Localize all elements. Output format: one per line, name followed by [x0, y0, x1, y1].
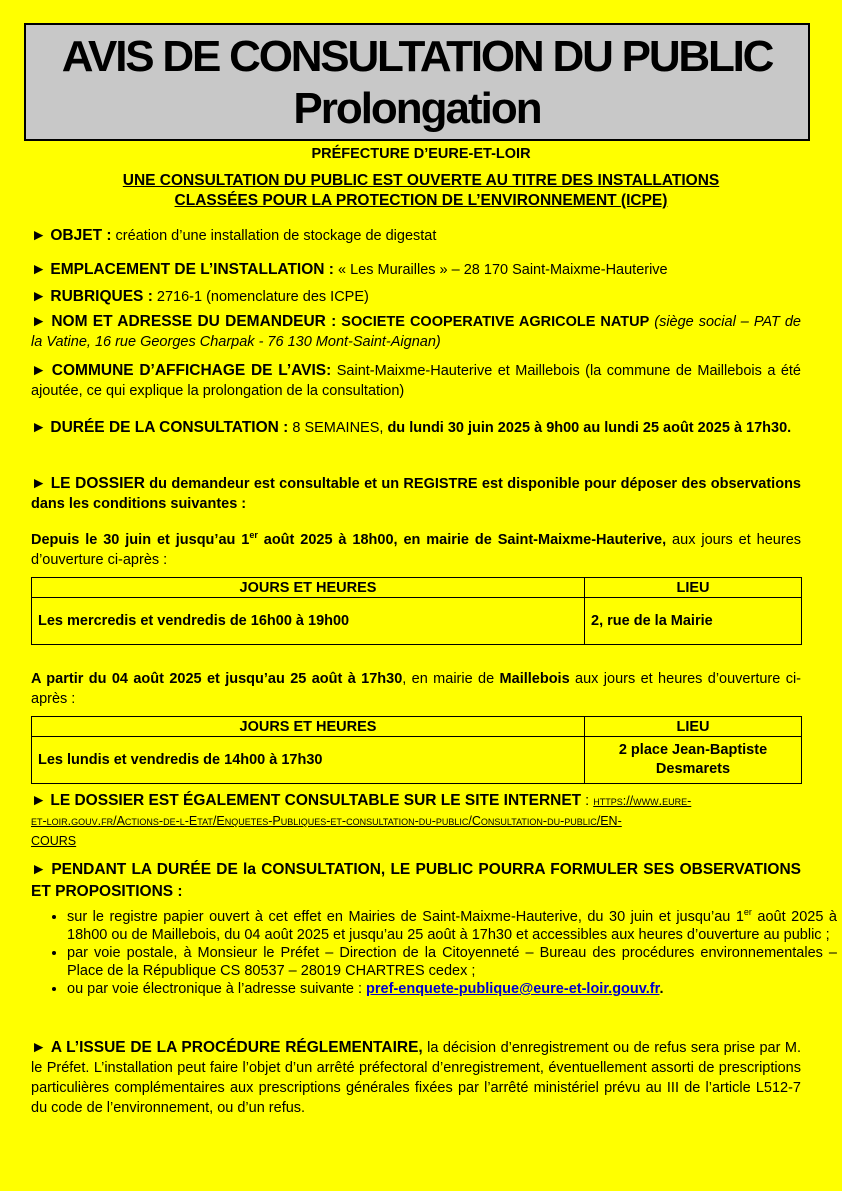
- internet-colon: :: [581, 793, 594, 809]
- notice-title: AVIS DE CONSULTATION DU PUBLIC: [61, 32, 773, 81]
- arrow-icon: ►: [31, 419, 47, 436]
- section-issue: [31, 1038, 801, 1118]
- emplacement-text: « Les Murailles » – 28 170 Saint-Maixme-Hauterive: [333, 262, 668, 278]
- arrow-icon: ►: [31, 792, 47, 809]
- rubriques-label: RUBRIQUES :: [50, 288, 153, 305]
- headline-line-2: CLASSÉES POUR LA PROTECTION DE L’ENVIRONNEMENT (ICPE): [174, 192, 668, 209]
- list-item: • sur le registre papier ouvert à cet effet en Mairies de Saint-Maixme-Hauterive, du 30 juin et jusqu’au 1er août 2025 à 18h00 ou de Maillebois, du 04 août 2025 et jusqu’au 25 août à 17h30 et accessibles aux heures d’ouverture au public ;: [67, 908, 837, 944]
- table-row-hours: Les lundis et vendredis de 14h00 à 17h30: [32, 737, 585, 784]
- period-2-dates: A partir du 04 août 2025 et jusqu’au 25 août à 17h30: [31, 671, 403, 687]
- email-link[interactable]: pref-enquete-publique@eure-et-loir.gouv.fr: [366, 981, 660, 997]
- notice-subtitle: Prolongation: [293, 84, 541, 133]
- list-item: • ou par voie électronique à l’adresse suivante : pref-enquete-publique@eure-et-loir.gouv.fr.: [67, 980, 837, 998]
- table-row-hours: Les mercredis et vendredis de 16h00 à 19h00: [32, 598, 585, 645]
- demandeur-name: SOCIETE COOPERATIVE AGRICOLE NATUP: [336, 314, 650, 330]
- arrow-icon: ►: [31, 1039, 47, 1056]
- arrow-icon: ►: [31, 261, 47, 278]
- period-1-text: aux jours et heures d’ouverture ci-après :: [31, 532, 802, 568]
- table-header-hours: JOURS ET HEURES: [32, 717, 585, 737]
- place-line-2: Desmarets: [655, 761, 731, 777]
- table-row-place: [585, 737, 802, 784]
- list-item: • par voie postale, à Monsieur le Préfet – Direction de la Citoyenneté – Bureau des procédures environnementales – Place de la République CS 80537 – 28019 CHARTRES cedex ;: [67, 944, 837, 980]
- dossier-label: LE DOSSIER: [50, 475, 145, 492]
- commune-text: Saint-Maixme-Hauterive et Maillebois (la commune de Maillebois a été ajoutée, ce qui explique la prolongation de la consultation): [31, 363, 801, 399]
- pendant-label: PENDANT LA DURÉE DE la CONSULTATION, LE PUBLIC POURRA FORMULER SES OBSERVATIONS ET PROPOSITIONS :: [31, 861, 801, 900]
- url-part-2[interactable]: et-loir.gouv.fr/Actions-de-l-Etat/Enquetes-Publiques-et-consultation-du-public/Consultation-du-public/EN-: [31, 814, 622, 828]
- section-dossier: [31, 474, 801, 514]
- period-1-sup: er: [249, 530, 258, 541]
- section-commune: [31, 361, 801, 401]
- table-row-place: 2, rue de la Mairie: [585, 598, 802, 645]
- section-demandeur: [31, 312, 801, 352]
- arrow-icon: ►: [31, 227, 47, 244]
- arrow-icon: ►: [31, 475, 47, 492]
- period-1-end: août 2025 à 18h00, en mairie de Saint-Maixme-Hauterive,: [257, 532, 667, 548]
- headline: [0, 171, 842, 211]
- observation-methods-list: [31, 908, 837, 998]
- headline-line-1: UNE CONSULTATION DU PUBLIC EST OUVERTE AU TITRE DES INSTALLATIONS: [122, 172, 720, 189]
- period-2: [31, 669, 801, 709]
- arrow-icon: ►: [31, 288, 47, 305]
- section-objet: [31, 226, 801, 246]
- rubriques-text: 2716-1 (nomenclature des ICPE): [152, 289, 369, 305]
- period-1-start: Depuis le 30 juin et jusqu’au 1: [31, 532, 250, 548]
- duree-label: DURÉE DE LA CONSULTATION :: [50, 419, 289, 436]
- period-2-text: aux jours et heures d’ouverture ci-après :: [31, 671, 801, 707]
- title-box: [24, 23, 810, 141]
- arrow-icon: ►: [31, 362, 47, 379]
- section-rubriques: [31, 287, 801, 307]
- duree-dates: du lundi 30 juin 2025 à 9h00 au lundi 25 août 2025 à 17h30.: [387, 420, 792, 436]
- issue-label: A L’ISSUE DE LA PROCÉDURE RÉGLEMENTAIRE,: [50, 1039, 423, 1056]
- demandeur-address: (siège social – PAT de la Vatine, 16 rue Georges Charpak - 76 130 Mont-Saint-Aignan): [31, 314, 801, 350]
- place-line-1: 2 place Jean-Baptiste: [618, 742, 768, 758]
- table-header-place: LIEU: [585, 578, 802, 598]
- section-internet: [31, 791, 801, 851]
- section-emplacement: [31, 260, 801, 280]
- schedule-table-2: [31, 716, 802, 784]
- prefecture-name: PRÉFECTURE D’EURE-ET-LOIR: [311, 146, 531, 162]
- period-2-town: Maillebois: [499, 671, 570, 687]
- section-duree: [31, 418, 801, 438]
- objet-text: création d’une installation de stockage de digestat: [111, 228, 437, 244]
- period-1: [31, 530, 801, 570]
- dossier-text-1: du demandeur est consultable et un: [144, 476, 404, 492]
- section-pendant: [31, 859, 801, 903]
- commune-label: COMMUNE D’AFFICHAGE DE L’AVIS:: [51, 362, 332, 379]
- arrow-icon: ►: [31, 313, 47, 330]
- internet-label: LE DOSSIER EST ÉGALEMENT CONSULTABLE SUR LE SITE INTERNET: [50, 792, 582, 809]
- dossier-text-2: est disponible pour déposer des observations dans les conditions suivantes :: [31, 476, 801, 512]
- duree-text: 8 SEMAINES,: [288, 420, 388, 436]
- issue-text: la décision d’enregistrement ou de refus sera prise par M. le Préfet. L’installation peut faire l’objet d’un arrêté préfectoral d’enregistrement, éventuellement assorti de prescriptions particulières complémentaires aux prescriptions générales fixées par l’arrêté ministériel prévu au III de l’article L512-7 du code de l’environnement, ou d’un refus.: [31, 1040, 801, 1116]
- emplacement-label: EMPLACEMENT DE L’INSTALLATION :: [50, 261, 334, 278]
- url-part-3[interactable]: COURS: [31, 834, 77, 848]
- table-header-place: LIEU: [585, 717, 802, 737]
- arrow-icon: ►: [31, 861, 47, 878]
- objet-label: OBJET :: [50, 227, 112, 244]
- table-header-hours: JOURS ET HEURES: [32, 578, 585, 598]
- url-part-1[interactable]: https://www.eure-: [593, 794, 692, 808]
- demandeur-label: NOM ET ADRESSE DU DEMANDEUR :: [51, 313, 337, 330]
- schedule-table-1: [31, 577, 802, 645]
- dossier-registre: REGISTRE: [403, 476, 478, 492]
- period-2-mid: , en mairie de: [402, 671, 500, 687]
